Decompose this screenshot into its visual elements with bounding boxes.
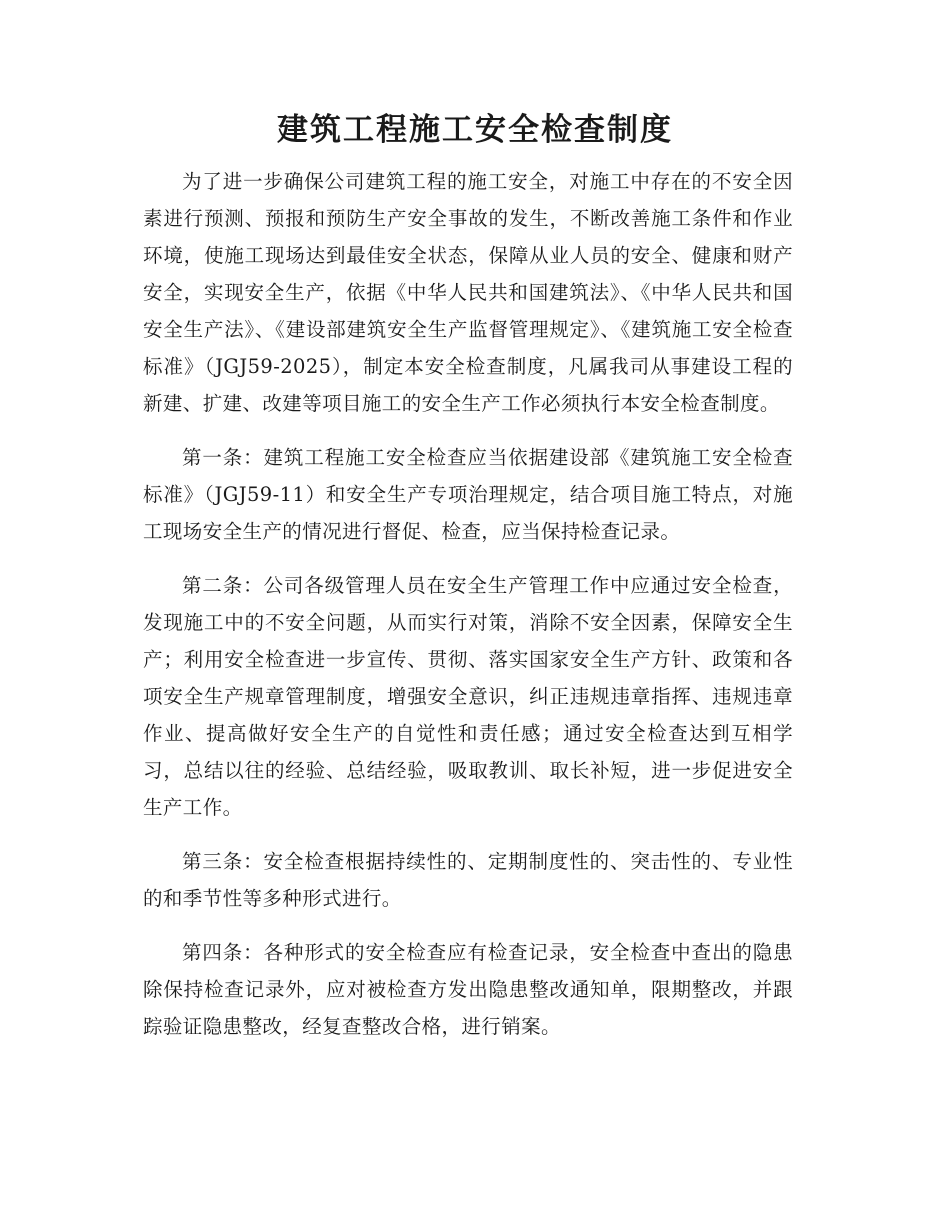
intro-paragraph: 为了进一步确保公司建筑工程的施工安全，对施工中存在的不安全因素进行预测、预报和预防生产安全事故的发生，不断改善施工条件和作业环境，使施工现场达到最佳安全状态，保障从业人员的安全、健康和财产安全，实现安全生产，依据《中华人民共和国建筑法》、《中华人民共和国安全生产法》、《建设部建筑安全生产监督管理规定》、《建筑施工安全检查标准》（JGJ59-2025），制定本安全检查制度，凡属我司从事建设工程的新建、扩建、改建等项目施工的安全生产工作必须执行本安全检查制度。 (143, 170, 793, 415)
article-1-paragraph: 第一条：建筑工程施工安全检查应当依据建设部《建筑施工安全检查标准》（JGJ59-11）和安全生产专项治理规定，结合项目施工特点，对施工现场安全生产的情况进行督促、检查，应当保持检查记录。 (143, 446, 793, 543)
document-title: 建筑工程施工安全检查制度 (277, 112, 673, 148)
article-2-paragraph: 第二条：公司各级管理人员在安全生产管理工作中应通过安全检查，发现施工中的不安全问题，从而实行对策，消除不安全因素，保障安全生产；利用安全检查进一步宣传、贯彻、落实国家安全生产方针、政策和各项安全生产规章管理制度，增强安全意识，纠正违规违章指挥、违规违章作业、提高做好安全生产的自觉性和责任感；通过安全检查达到互相学习，总结以往的经验、总结经验，吸取教训、取长补短，进一步促进安全生产工作。 (143, 574, 793, 819)
article-3-paragraph: 第三条：安全检查根据持续性的、定期制度性的、突击性的、专业性的和季节性等多种形式进行。 (143, 850, 793, 910)
article-4-paragraph: 第四条：各种形式的安全检查应有检查记录，安全检查中查出的隐患除保持检查记录外，应对被检查方发出隐患整改通知单，限期整改，并跟踪验证隐患整改，经复查整改合格，进行销案。 (143, 941, 793, 1038)
document-body (143, 163, 793, 1062)
